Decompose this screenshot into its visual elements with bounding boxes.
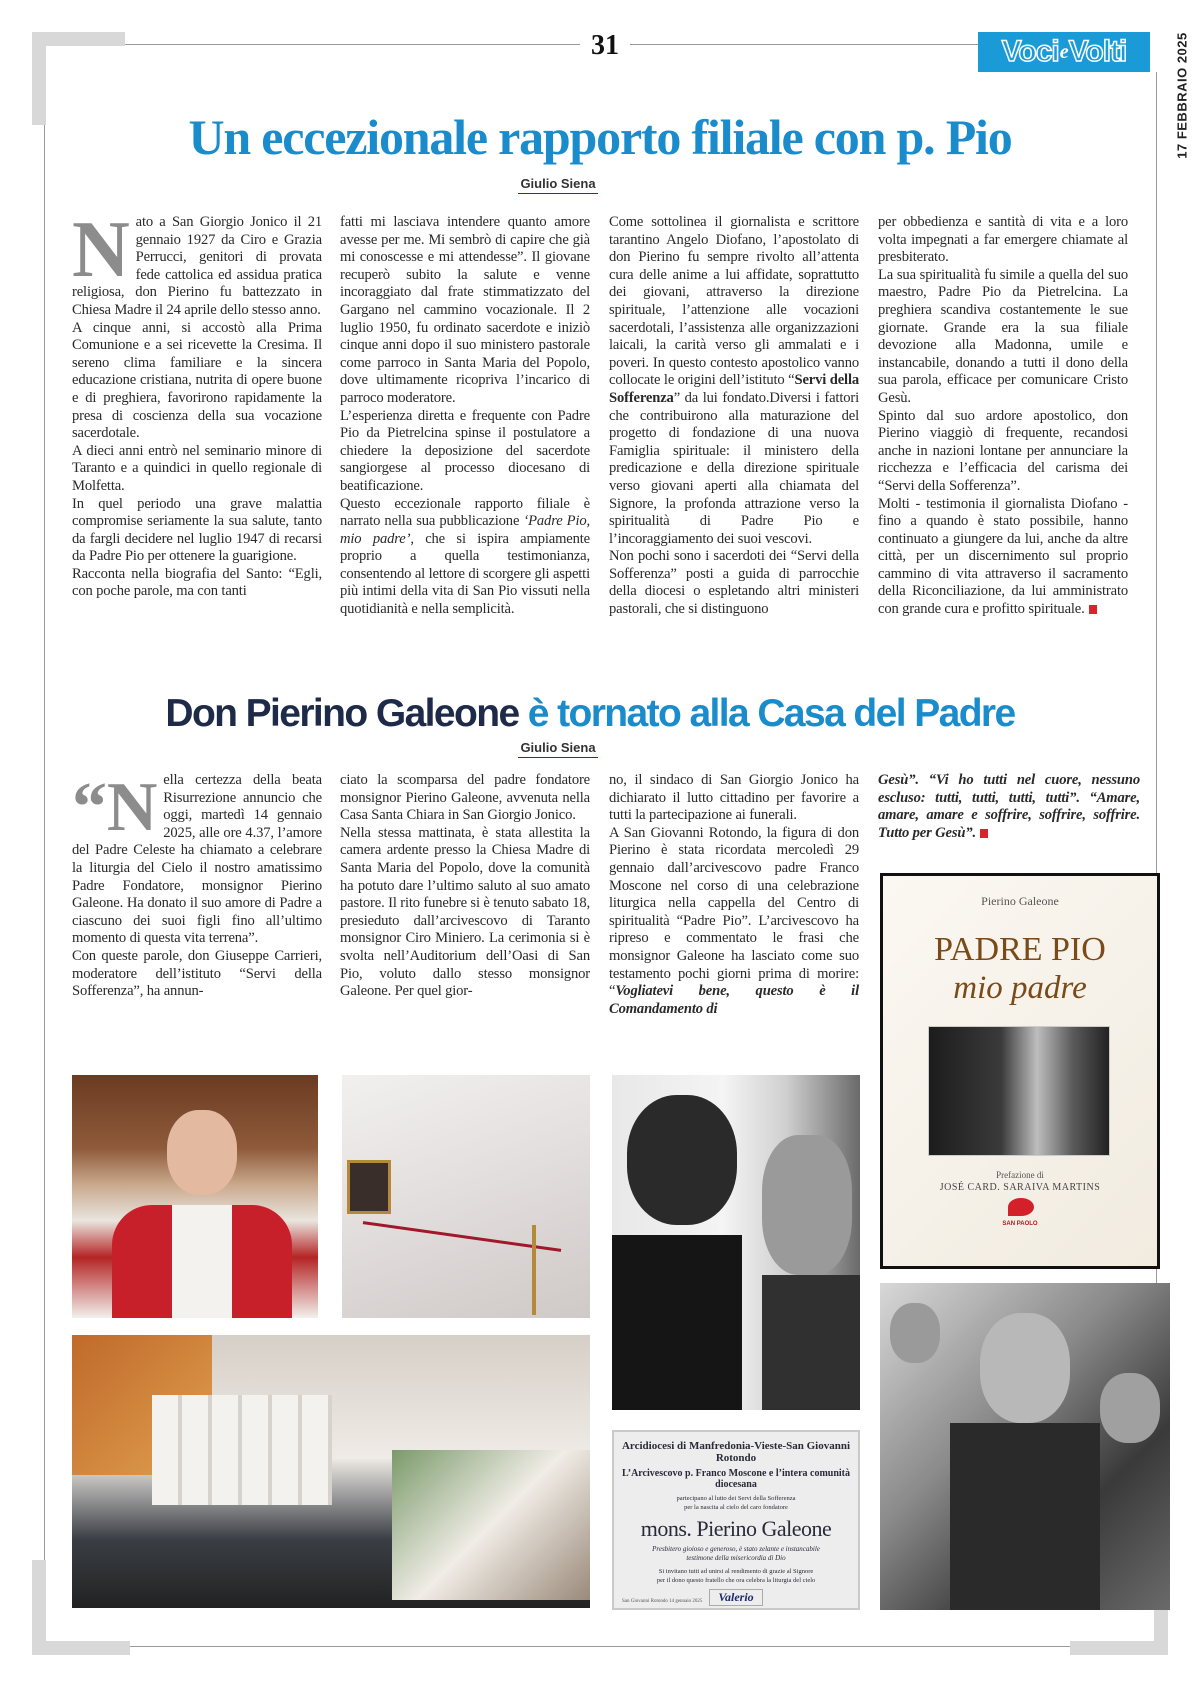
article-title <box>40 692 1140 736</box>
masthead-logo <box>978 32 1150 72</box>
text-run: Come sottolinea il giornalista e scrittore tarantino Angelo Diofano, l’apostolato di don Pierino fu sempre rivolto all’attenta cura delle anime a lui affidate, soprattutto dei giovani, attraverso la direzione spirituale, l’attenzione alle vocazioni sacerdotali, l’assistenza alle organizzazioni laicali, la carità verso gli ammalati e i poveri. In questo contesto apostolico vanno collocate le origini dell’istituto “ <box>609 214 859 389</box>
book-cover-image <box>880 873 1160 1269</box>
notice-place-date: San Giovanni Rotondo 14 gennaio 2025 <box>622 1599 703 1604</box>
book-cover-photo <box>928 1026 1110 1156</box>
photo-young-priest-with-padre-pio <box>612 1075 860 1410</box>
text-run: Vogliatevi bene, questo è il Comandamento di <box>609 983 859 1017</box>
text-run: ” da lui fondato.Diversi i fattori che contribuirono alla maturazione del progetto di fondazione di una nuova Famiglia spirituale: il ministero della predicazione e della direzione spirituale verso giovani aperti alla chiamata del Signore, la profonda attrazione verso la spiritualità di Padre Pio e l’incoraggiamento dei suoi vescovi. <box>609 389 859 547</box>
text-run: Non pochi sono i sacerdoti dei “Servi della Sofferenza” posti a guida di parrocchie della diocesi o espletando altri ministeri pastorali, che si distinguono <box>609 548 859 618</box>
text-run: ciato la scomparsa del padre fondatore monsignor Pierino Galeone, avvenuta nella Casa Santa Chiara in San Giorgio Jonico. <box>340 772 590 824</box>
book-preface-label: Prefazione di <box>996 1170 1044 1180</box>
notice-text: testimone della misericordia di Dio <box>686 1554 786 1562</box>
corner-bracket-bottom-left <box>32 1641 130 1655</box>
death-notice-image <box>612 1430 860 1610</box>
drop-cap: N <box>72 206 130 294</box>
text-run: per obbedienza e santità di vita e a loro volta impegnati a far emergere chiamate al presbiterato. <box>878 214 1128 266</box>
book-preface-author: JOSÉ CARD. SARAIVA MARTINS <box>939 1182 1101 1193</box>
paragraph <box>72 496 322 566</box>
article-column <box>72 769 322 1001</box>
text-run: Servi della Sofferenza <box>609 372 860 406</box>
paragraph <box>72 948 322 1001</box>
text-run: ato a San Giorgio Jonico il 21 gennaio 1927 da Ciro e Grazia Perrucci, genitori di provata fede cattolica ed assidua pratica religiosa, don Pierino fu battezzato in Chiesa Madre il 24 aprile dello stesso anno. <box>72 214 322 318</box>
end-of-article-mark <box>1089 605 1097 614</box>
paragraph <box>878 408 1128 496</box>
paragraph <box>72 443 322 496</box>
paragraph <box>72 320 322 443</box>
notice-text: per il dono questo fratello che ora celebra la liturgia del cielo <box>656 1577 816 1584</box>
text-run: L’esperienza diretta e frequente con Padre Pio da Pietrelcina spinse il postulatore a chiedere la deposizione del sacerdote sangiorgese al processo diocesano di beatificazione. <box>340 407 590 494</box>
article-column <box>340 214 590 619</box>
drop-cap: “N <box>72 769 158 846</box>
text-run: Con queste parole, don Giuseppe Carrieri, moderatore dell’istituto “Servi della Sofferenza”, ha annun- <box>72 947 322 1000</box>
paragraph <box>340 496 590 619</box>
book-publisher: SAN PAOLO <box>1002 1221 1038 1227</box>
frame-bottom-rule <box>130 1646 1070 1647</box>
paragraph <box>340 214 590 408</box>
paragraph <box>340 825 590 1001</box>
photo-padre-pio-crowd <box>880 1283 1170 1610</box>
article-column <box>609 214 859 619</box>
paragraph <box>609 548 859 618</box>
notice-text: Presbitero gioioso e generoso, è stato zelante e instancabile <box>652 1545 820 1553</box>
text-run: ‘Padre Pio, mio padre’ <box>340 513 590 547</box>
notice-signature: Valerio <box>709 1589 762 1606</box>
article-title: Un eccezionale rapporto filiale con p. Pio <box>188 109 1012 165</box>
logo-text: e <box>1059 40 1068 63</box>
end-of-article-mark <box>980 829 988 838</box>
photo-funeral-mass <box>72 1335 590 1608</box>
paragraph <box>609 772 859 825</box>
text-run: La sua spiritualità fu simile a quella del suo maestro, Padre Pio da Pietrelcina. La preghiera scandiva costantemente le sue giornate. Grande era la sua filiale devozione alla Madonna, umile e instancabile, donando a tutti il dono della sua parola, efficace per comunicare Cristo Gesù. <box>878 266 1128 406</box>
issue-date: 17 FEBBRAIO 2025 <box>1174 32 1190 159</box>
notice-text: partecipano al lutto dei Servi della Sofferenza <box>676 1495 796 1502</box>
paragraph <box>609 214 859 548</box>
notice-text: Si invitano tutti ad unirsi al rendimento di grazie al Signore <box>658 1568 814 1575</box>
text-run: , che si ispira ampiamente proprio a quella testimonianza, consentendo al lettore di scorgere gli aspetti più intimi della vita di San Pio vissuti nella quotidianità e nella semplicità. <box>340 530 590 618</box>
title-part: è tornato alla Casa del Padre <box>527 692 1015 735</box>
photo-chapel-portrait <box>342 1075 590 1318</box>
text-run: fatti mi lasciava intendere quanto amore avesse per me. Mi sembrò di capire che già mi conoscesse e mi attendesse”. Il giovane recuperò subito la salute e venne incoraggiato dal frate stimmatizzato del Gargano nel cammino vocazionale. Il 2 luglio 1950, fu ordinato sacerdote e iniziò cinque anni dopo il suo ministero pastorale come parroco in Santa Maria del Popolo, dove ultimamente ricopriva l’incarico di parroco moderatore. <box>340 214 590 406</box>
text-run: ella certezza della beata Risurrezione annuncio che oggi, martedì 14 gennaio 2025, alle ore 4.37, l’amore del Padre Celeste ha chiamato a celebrare la liturgia del Cielo il nostro amatissimo Padre Fondatore, monsignor Pierino Galeone. Ha donato il suo amore di Padre a ciascuno dei suoi figli fino all’ultimo momento di questa vita terrena”. <box>72 772 322 947</box>
text-run: In quel periodo una grave malattia compromise seriamente la sua salute, tanto da fargli decidere nel luglio 1947 di recarsi da Padre Pio per ottenere la guarigione. <box>72 495 322 565</box>
paragraph <box>72 206 322 320</box>
article-column <box>878 772 1140 842</box>
byline-text: Giulio Siena <box>518 740 597 758</box>
byline-text: Giulio Siena <box>518 176 597 194</box>
text-run: Spinto dal suo ardore apostolico, don Pierino viaggiò di frequente, recandosi anche in nazioni lontane per annunciare la ricchezza e l’efficacia del carisma dei “Servi della Sofferenza”. <box>878 407 1128 494</box>
article-byline <box>458 176 658 191</box>
book-title: PADRE PIO <box>934 931 1106 968</box>
text-run: A San Giovanni Rotondo, la figura di don Pierino è stata ricordata mercoledì 29 gennaio dall’arcivescovo padre Franco Moscone nel corso di una celebrazione liturgica nella cappella del Centro di spiritualità “Padre Pio”. L’arcivescovo ha ripreso e commentato le frasi che monsignor Galeone ha lasciato come suo testamento pochi giorni prima di morire: “ <box>609 824 859 1000</box>
frame-left-rule <box>44 125 45 1560</box>
text-run: no, il sindaco di San Giorgio Jonico ha dichiarato il lutto cittadino per favorire a tutti la partecipazione ai funerali. <box>609 772 859 824</box>
notice-name: mons. Pierino Galeone <box>640 1516 832 1541</box>
article-column <box>609 772 859 1018</box>
paragraph <box>878 496 1128 619</box>
text-run: Nella stessa mattinata, è stata allestita la camera ardente presso la Chiesa Madre di Santa Maria del Popolo, dove la comunità ha potuto dare l’ultimo saluto al suo amato pastore. Il rito funebre si è tenuto sabato 18, presieduto dall’arcivescovo di Taranto monsignor Ciro Miniero. La cerimonia si è svolta nell’Auditorium dell’Oasi di San Pio, voluto dallo stesso monsignor Galeone. Per quel gior- <box>340 824 590 1000</box>
article-byline <box>458 740 658 755</box>
paragraph <box>878 214 1128 267</box>
paragraph <box>878 267 1128 408</box>
text-run: Racconta nella biografia del Santo: “Egli, con poche parole, ma con tanti <box>72 565 322 600</box>
logo-text: Voci <box>1001 35 1059 68</box>
paragraph <box>72 566 322 601</box>
corner-bracket-top-left <box>32 32 125 46</box>
photo-priest-blessing <box>72 1075 318 1318</box>
title-part: Don Pierino Galeone <box>165 692 519 735</box>
text-run: Gesù”. “Vi ho tutti nel cuore, nessuno escluso: tutti, tutti, tutti, tutti”. “Amare, amare, amare e soffrire, soffrire, soffrire. Tutto per Gesù”. <box>878 772 1140 841</box>
book-author: Pierino Galeone <box>981 894 1059 908</box>
paragraph <box>609 825 859 1019</box>
publisher-logo-icon <box>1008 1198 1034 1216</box>
paragraph <box>72 769 322 948</box>
notice-text: Arcidiocesi di Manfredonia-Vieste-San Giovanni Rotondo <box>621 1440 851 1464</box>
page-number: 31 <box>580 30 630 62</box>
article-column <box>878 214 1128 619</box>
text-run: Questo eccezionale rapporto filiale è narrato nella sua pubblicazione <box>340 495 590 530</box>
logo-text: Volti <box>1068 35 1127 68</box>
text-run: Molti - testimonia il giornalista Diofano - fino a quando è stato possibile, hanno continuato a giungere da lui, anche da altre città, per un discernimento sul proprio cammino di vita attraverso il sacramento della Riconciliazione, da lui amministrato con grande cura e profitto spirituale. <box>878 495 1128 618</box>
text-run: A cinque anni, si accostò alla Prima Comunione e a sei ricevette la Cresima. Il sereno clima familiare e la sincera educazione cristiana, nutrita di opere buone e di preghiera, favorirono rapidamente la presa di coscienza della sua vocazione sacerdotale. <box>72 319 322 442</box>
book-subtitle: mio padre <box>953 970 1087 1006</box>
frame-top-rule <box>125 44 978 45</box>
article-column <box>72 206 322 601</box>
text-run: A dieci anni entrò nel seminario minore di Taranto e a quindici in quello regionale di Molfetta. <box>72 442 322 494</box>
paragraph <box>878 772 1140 842</box>
paragraph <box>340 772 590 825</box>
notice-text: L’Arcivescovo p. Franco Moscone e l’intera comunità diocesana <box>621 1468 851 1490</box>
paragraph <box>340 408 590 496</box>
article-column <box>340 772 590 1001</box>
notice-text: per la nascita al cielo del caro fondatore <box>684 1504 788 1511</box>
